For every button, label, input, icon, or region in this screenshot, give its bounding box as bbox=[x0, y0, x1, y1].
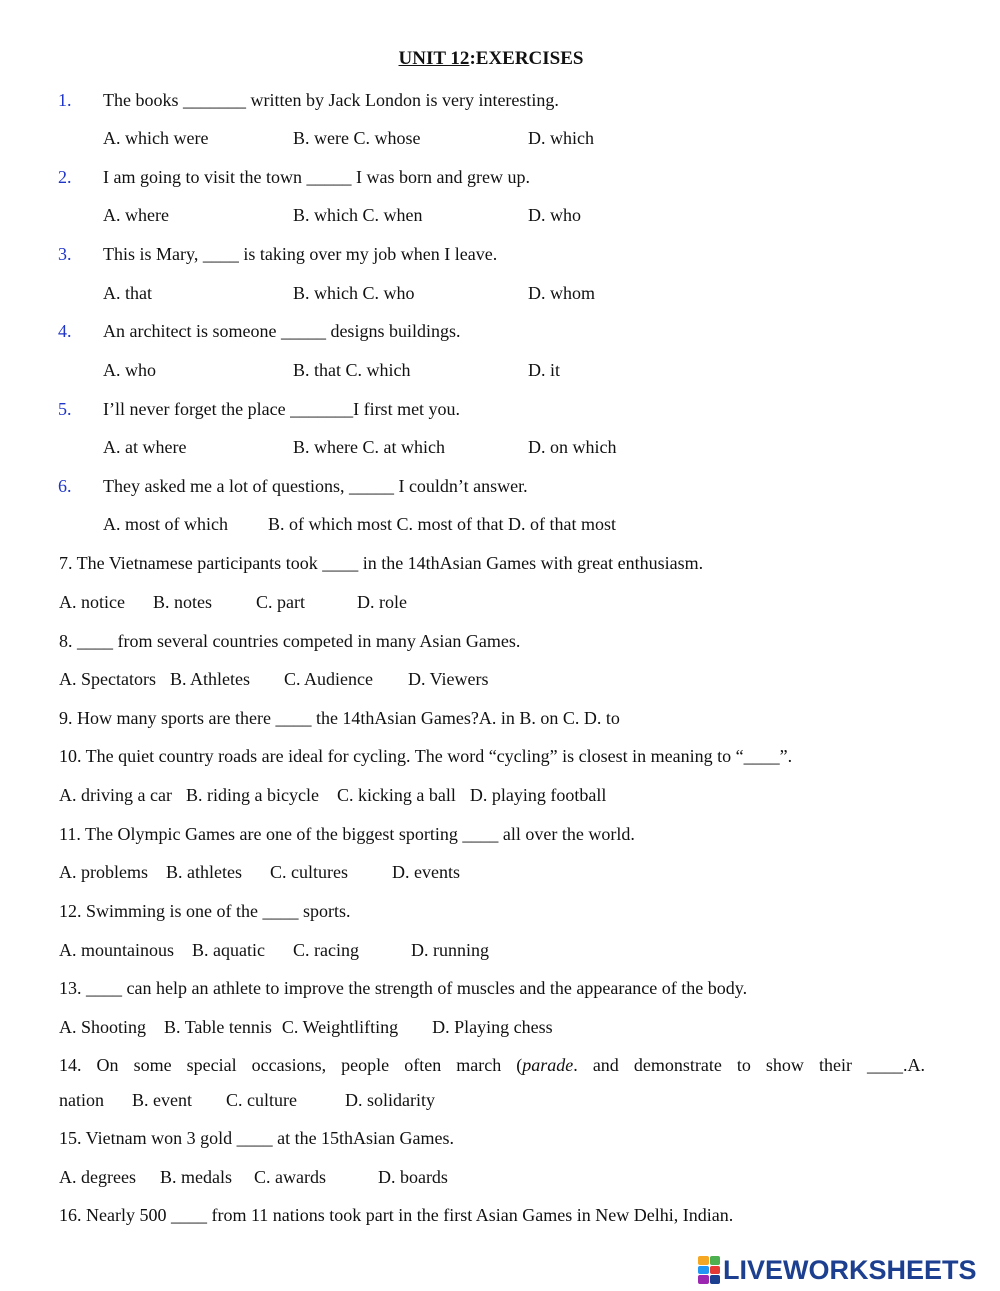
option-a[interactable]: A. at where bbox=[103, 437, 187, 457]
question-stem-end: . and demonstrate to show their ____.A. bbox=[573, 1055, 925, 1075]
question-number: 1. bbox=[58, 90, 72, 110]
question-8-options bbox=[59, 667, 489, 691]
option-b[interactable]: B. aquatic bbox=[192, 940, 265, 960]
option-d[interactable]: D. running bbox=[410, 940, 489, 960]
question-number: 3. bbox=[58, 244, 72, 264]
option-bc[interactable]: B. that C. which bbox=[293, 360, 411, 380]
option-d[interactable]: D. who bbox=[528, 205, 581, 225]
title-exercises: :EXERCISES bbox=[469, 48, 584, 69]
logo-text: LIVEWORKSHEETS bbox=[723, 1254, 977, 1285]
page-title bbox=[0, 48, 982, 70]
option-d[interactable]: D. which bbox=[528, 128, 594, 148]
question-14 bbox=[59, 1053, 925, 1077]
option-bcd[interactable]: B. of which most C. most of that D. of that most bbox=[268, 514, 616, 534]
option-b[interactable]: B. riding a bicycle bbox=[185, 785, 319, 805]
option-b[interactable]: B. Table tennis bbox=[164, 1017, 272, 1037]
option-bc[interactable]: B. where C. at which bbox=[293, 437, 445, 457]
option-a[interactable]: A. Shooting bbox=[59, 1017, 147, 1037]
question-15-options bbox=[59, 1165, 448, 1189]
option-a[interactable]: A. driving a car bbox=[59, 785, 172, 805]
option-a[interactable]: A. where bbox=[103, 205, 169, 225]
question-9: 9. How many sports are there ____ the 14thAsian Games?A. in B. on C. D. to bbox=[59, 708, 620, 728]
question-7-options bbox=[59, 590, 407, 614]
option-bc[interactable]: B. which C. who bbox=[293, 283, 415, 303]
question-7: 7. The Vietnamese participants took ____ in the 14thAsian Games with great enthusiasm. bbox=[59, 553, 704, 573]
question-8: 8. ____ from several countries competed in many Asian Games. bbox=[59, 631, 521, 651]
option-a[interactable]: A. who bbox=[103, 360, 156, 380]
question-stem: I am going to visit the town _____ I was born and grew up. bbox=[103, 167, 530, 187]
question-number: 5. bbox=[58, 399, 72, 419]
option-a[interactable]: A. which were bbox=[103, 128, 209, 148]
option-c[interactable]: C. kicking a ball bbox=[336, 785, 456, 805]
option-c[interactable]: C. part bbox=[256, 592, 305, 612]
option-d[interactable]: D. Viewers bbox=[407, 669, 489, 689]
question-stem: An architect is someone _____ designs buildings. bbox=[103, 321, 461, 341]
question-11: 11. The Olympic Games are one of the biggest sporting ____ all over the world. bbox=[59, 824, 635, 844]
option-d[interactable]: D. boards bbox=[377, 1167, 448, 1187]
option-c[interactable]: C. Audience bbox=[283, 669, 373, 689]
question-stem: I’ll never forget the place _______I first met you. bbox=[103, 399, 461, 419]
option-d[interactable]: D. on which bbox=[528, 437, 617, 457]
option-a[interactable]: nation bbox=[59, 1090, 104, 1110]
question-11-options bbox=[59, 860, 460, 884]
question-number: 4. bbox=[58, 321, 72, 341]
option-bc[interactable]: B. were C. whose bbox=[293, 128, 421, 148]
option-a[interactable]: A. that bbox=[103, 283, 152, 303]
question-number: 2. bbox=[58, 167, 72, 187]
question-number: 6. bbox=[58, 476, 72, 496]
question-12-options bbox=[59, 938, 489, 962]
option-d[interactable]: D. role bbox=[357, 592, 407, 612]
option-c[interactable]: C. awards bbox=[253, 1167, 326, 1187]
question-13: 13. ____ can help an athlete to improve the strength of muscles and the appearance of the body. bbox=[59, 978, 748, 998]
option-b[interactable]: B. medals bbox=[159, 1167, 232, 1187]
option-c[interactable]: C. racing bbox=[292, 940, 359, 960]
liveworksheets-logo bbox=[698, 1254, 977, 1286]
option-d[interactable]: D. Playing chess bbox=[432, 1017, 553, 1037]
option-d[interactable]: D. it bbox=[528, 360, 561, 380]
option-a[interactable]: A. Spectators bbox=[59, 669, 156, 689]
liveworksheets-icon bbox=[698, 1256, 720, 1284]
option-c[interactable]: C. Weightlifting bbox=[281, 1017, 399, 1037]
question-stem-start: 14. On some special occasions, people often march ( bbox=[59, 1055, 523, 1075]
option-d[interactable]: D. whom bbox=[528, 283, 595, 303]
option-a[interactable]: A. degrees bbox=[59, 1167, 136, 1187]
option-d[interactable]: D. events bbox=[391, 862, 460, 882]
question-stem: This is Mary, ____ is taking over my job when I leave. bbox=[103, 244, 498, 264]
question-10: 10. The quiet country roads are ideal for cycling. The word “cycling” is closest in meaning to “____”. bbox=[59, 746, 793, 766]
question-12: 12. Swimming is one of the ____ sports. bbox=[59, 901, 351, 921]
option-a[interactable]: A. problems bbox=[59, 862, 148, 882]
option-a[interactable]: A. notice bbox=[59, 592, 125, 612]
option-c[interactable]: C. culture bbox=[226, 1090, 297, 1110]
option-c[interactable]: C. cultures bbox=[269, 862, 348, 882]
question-stem: They asked me a lot of questions, _____ I couldn’t answer. bbox=[103, 476, 528, 496]
question-13-options bbox=[59, 1015, 553, 1039]
option-b[interactable]: B. event bbox=[132, 1090, 192, 1110]
question-15: 15. Vietnam won 3 gold ____ at the 15thAsian Games. bbox=[59, 1128, 455, 1148]
option-bc[interactable]: B. which C. when bbox=[293, 205, 423, 225]
option-b[interactable]: B. notes bbox=[152, 592, 212, 612]
option-b[interactable]: B. Athletes bbox=[169, 669, 250, 689]
title-unit: UNIT 12 bbox=[398, 48, 470, 69]
question-16: 16. Nearly 500 ____ from 11 nations took part in the first Asian Games in New Delhi, Indian. bbox=[59, 1205, 734, 1225]
option-a[interactable]: A. mountainous bbox=[59, 940, 174, 960]
option-b[interactable]: B. athletes bbox=[166, 862, 242, 882]
question-10-options bbox=[59, 783, 606, 807]
question-14-options bbox=[59, 1088, 435, 1112]
option-d[interactable]: D. solidarity bbox=[344, 1090, 435, 1110]
option-a[interactable]: A. most of which bbox=[103, 514, 228, 534]
option-d[interactable]: D. playing football bbox=[469, 785, 607, 805]
question-stem: The books _______ written by Jack London is very interesting. bbox=[103, 90, 559, 110]
question-stem-italic: parade bbox=[522, 1055, 574, 1075]
